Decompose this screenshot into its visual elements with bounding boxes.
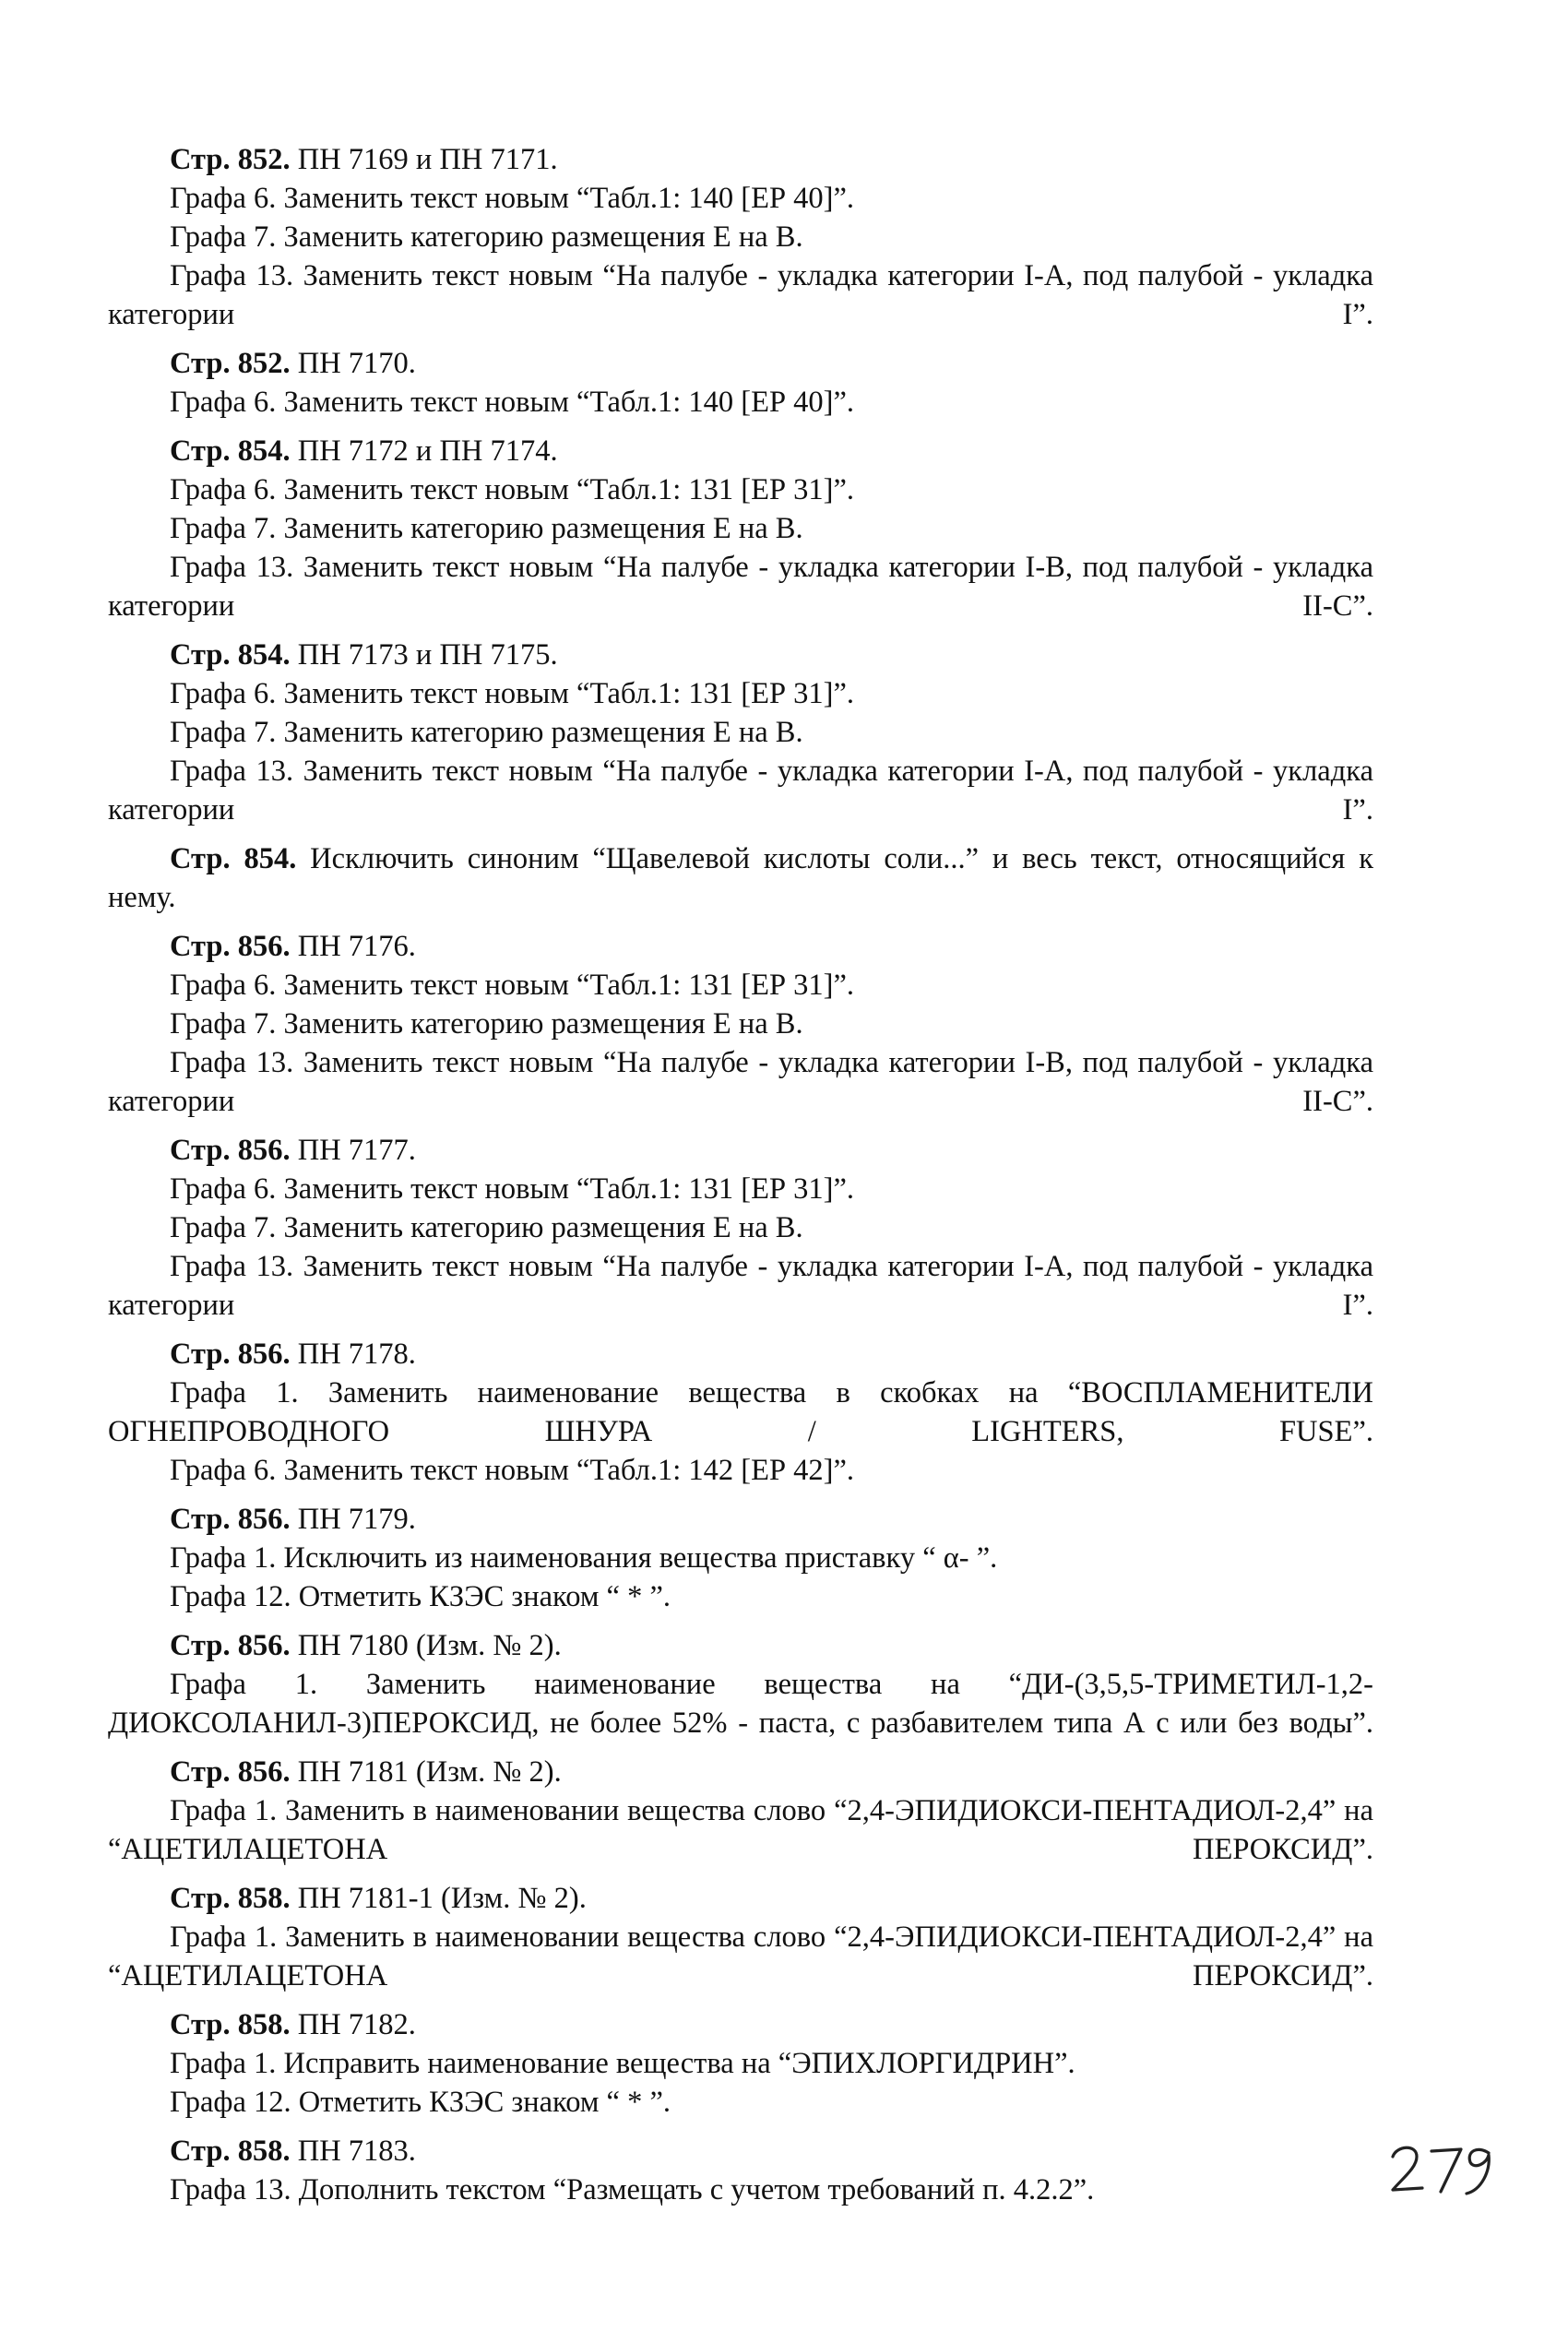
amendment-entry [108, 1879, 1373, 1995]
entry-header [108, 1626, 1373, 1665]
page-reference: Стр. 854. [170, 842, 297, 875]
column-instruction: Графа 6. Заменить текст новым “Табл.1: 140 [ЕР 40]”. [170, 182, 855, 215]
column-instruction: Графа 6. Заменить текст новым “Табл.1: 131 [ЕР 31]”. [170, 473, 855, 506]
page-reference: Стр. 858. [170, 2135, 291, 2168]
column-instruction: Графа 7. Заменить категорию размещения Е на В. [170, 220, 803, 254]
entry-subject: ПН 7181-1 (Изм. № 2). [290, 1882, 587, 1915]
entry-header [108, 2005, 1373, 2044]
column-instruction: Графа 13. Дополнить текстом “Размещать с учетом требований п. 4.2.2”. [170, 2173, 1095, 2206]
page-reference: Стр. 856. [170, 1629, 291, 1662]
amendment-entry [108, 839, 1373, 917]
entry-header [108, 344, 1373, 383]
column-instruction: Графа 7. Заменить категорию размещения Е на В. [170, 1211, 803, 1244]
entry-header [108, 140, 1373, 179]
column-instruction: Графа 6. Заменить текст новым “Табл.1: 131 [ЕР 31]”. [170, 677, 855, 710]
page-reference: Стр. 854. [170, 434, 291, 468]
column-instruction: Графа 7. Заменить категорию размещения Е на В. [170, 512, 803, 545]
amendment-entry [108, 1753, 1373, 1869]
column-instruction: Графа 6. Заменить текст новым “Табл.1: 140 [ЕР 40]”. [170, 386, 855, 419]
column-instruction: Графа 1. Исключить из наименования вещества приставку “ α- ”. [170, 1541, 998, 1575]
column-instruction: Графа 1. Заменить наименование вещества в скобках на “ВОСПЛАМЕНИТЕЛИ ОГНЕПРОВОДНОГО ШНУРА / LIGHTERS, FUSE”. [108, 1376, 1373, 1448]
page-reference: Стр. 856. [170, 1338, 291, 1371]
entry-subject: ПН 7180 (Изм. № 2). [290, 1629, 562, 1662]
amendment-entry [108, 1131, 1373, 1325]
entry-header [108, 1335, 1373, 1374]
entry-subject: ПН 7172 и ПН 7174. [290, 434, 558, 468]
column-instruction: Графа 13. Заменить текст новым “На палубе - укладка категории I-В, под палубой - укладка категории II-С”. [108, 551, 1373, 623]
handwritten-page-number [1385, 2138, 1500, 2201]
column-instruction: Графа 1. Заменить в наименовании вещества слово “2,4-ЭПИДИОКСИ-ПЕНТАДИОЛ-2,4” на “АЦЕТИЛАЦЕТОНА ПЕРОКСИД”. [108, 1921, 1373, 1992]
entry-header [108, 432, 1373, 470]
entry-subject: ПН 7178. [290, 1338, 416, 1371]
column-instruction: Графа 1. Заменить в наименовании вещества слово “2,4-ЭПИДИОКСИ-ПЕНТАДИОЛ-2,4” на “АЦЕТИЛАЦЕТОНА ПЕРОКСИД”. [108, 1794, 1373, 1866]
entry-subject: ПН 7179. [290, 1503, 416, 1536]
column-instruction: Графа 7. Заменить категорию размещения Е на В. [170, 716, 803, 749]
page-reference: Стр. 856. [170, 1134, 291, 1167]
amendment-entry [108, 432, 1373, 625]
amendment-entry [108, 1335, 1373, 1490]
entry-header [108, 927, 1373, 966]
amendment-entry [108, 927, 1373, 1121]
entry-subject: ПН 7182. [290, 2008, 416, 2041]
column-instruction: Графа 6. Заменить текст новым “Табл.1: 142 [ЕР 42]”. [170, 1454, 855, 1487]
page-reference: Стр. 858. [170, 2008, 291, 2041]
column-instruction: Графа 6. Заменить текст новым “Табл.1: 131 [ЕР 31]”. [170, 969, 855, 1002]
page-reference: Стр. 856. [170, 1503, 291, 1536]
column-instruction: Графа 13. Заменить текст новым “На палубе - укладка категории I-В, под палубой - укладка категории II-С”. [108, 1046, 1373, 1118]
entry-subject: ПН 7176. [290, 930, 416, 963]
amendment-entry [108, 636, 1373, 829]
entry-subject: ПН 7169 и ПН 7171. [290, 143, 558, 176]
column-instruction: Графа 1. Заменить наименование вещества на “ДИ-(3,5,5-ТРИМЕТИЛ-1,2-ДИОКСОЛАНИЛ-3)ПЕРОКСИД, не более 52% - паста, с разбавителем типа А с или без воды”. [108, 1668, 1373, 1740]
entry-header [108, 2132, 1373, 2170]
entry-subject: ПН 7170. [290, 347, 416, 380]
page-reference: Стр. 856. [170, 930, 291, 963]
column-instruction: Графа 13. Заменить текст новым “На палубе - укладка категории I-А, под палубой - укладка категории I”. [108, 1250, 1373, 1322]
page-reference: Стр. 852. [170, 143, 291, 176]
column-instruction: Графа 13. Заменить текст новым “На палубе - укладка категории I-А, под палубой - укладка категории I”. [108, 755, 1373, 827]
page-reference: Стр. 852. [170, 347, 291, 380]
column-instruction: Графа 1. Исправить наименование вещества на “ЭПИХЛОРГИДРИН”. [170, 2047, 1075, 2080]
column-instruction: Графа 12. Отметить КЗЭС знаком “ * ”. [170, 2086, 671, 2119]
entry-subject: Исключить синоним “Щавелевой кислоты соли...” и весь текст, относящийся к нему. [108, 842, 1373, 914]
page-reference: Стр. 858. [170, 1882, 291, 1915]
column-instruction: Графа 7. Заменить категорию размещения Е на В. [170, 1007, 803, 1041]
amendment-entry [108, 140, 1373, 334]
entry-header [108, 1500, 1373, 1539]
amendment-entry [108, 2005, 1373, 2122]
entry-subject: ПН 7181 (Изм. № 2). [290, 1755, 562, 1789]
entry-subject: ПН 7177. [290, 1134, 416, 1167]
entry-header [108, 1879, 1373, 1918]
page-reference: Стр. 856. [170, 1755, 291, 1789]
amendment-entry [108, 1626, 1373, 1742]
column-instruction: Графа 12. Отметить КЗЭС знаком “ * ”. [170, 1580, 671, 1613]
entry-subject: ПН 7183. [290, 2135, 416, 2168]
column-instruction: Графа 6. Заменить текст новым “Табл.1: 131 [ЕР 31]”. [170, 1172, 855, 1206]
entry-subject: ПН 7173 и ПН 7175. [290, 638, 558, 672]
column-instruction: Графа 13. Заменить текст новым “На палубе - укладка категории I-А, под палубой - укладка категории I”. [108, 259, 1373, 331]
amendment-entry [108, 344, 1373, 422]
amendment-entry [108, 2132, 1373, 2209]
entry-header [108, 839, 1373, 917]
document-body [108, 140, 1373, 2219]
page-reference: Стр. 854. [170, 638, 291, 672]
entry-header [108, 1131, 1373, 1170]
amendment-entry [108, 1500, 1373, 1616]
entry-header [108, 636, 1373, 674]
entry-header [108, 1753, 1373, 1791]
